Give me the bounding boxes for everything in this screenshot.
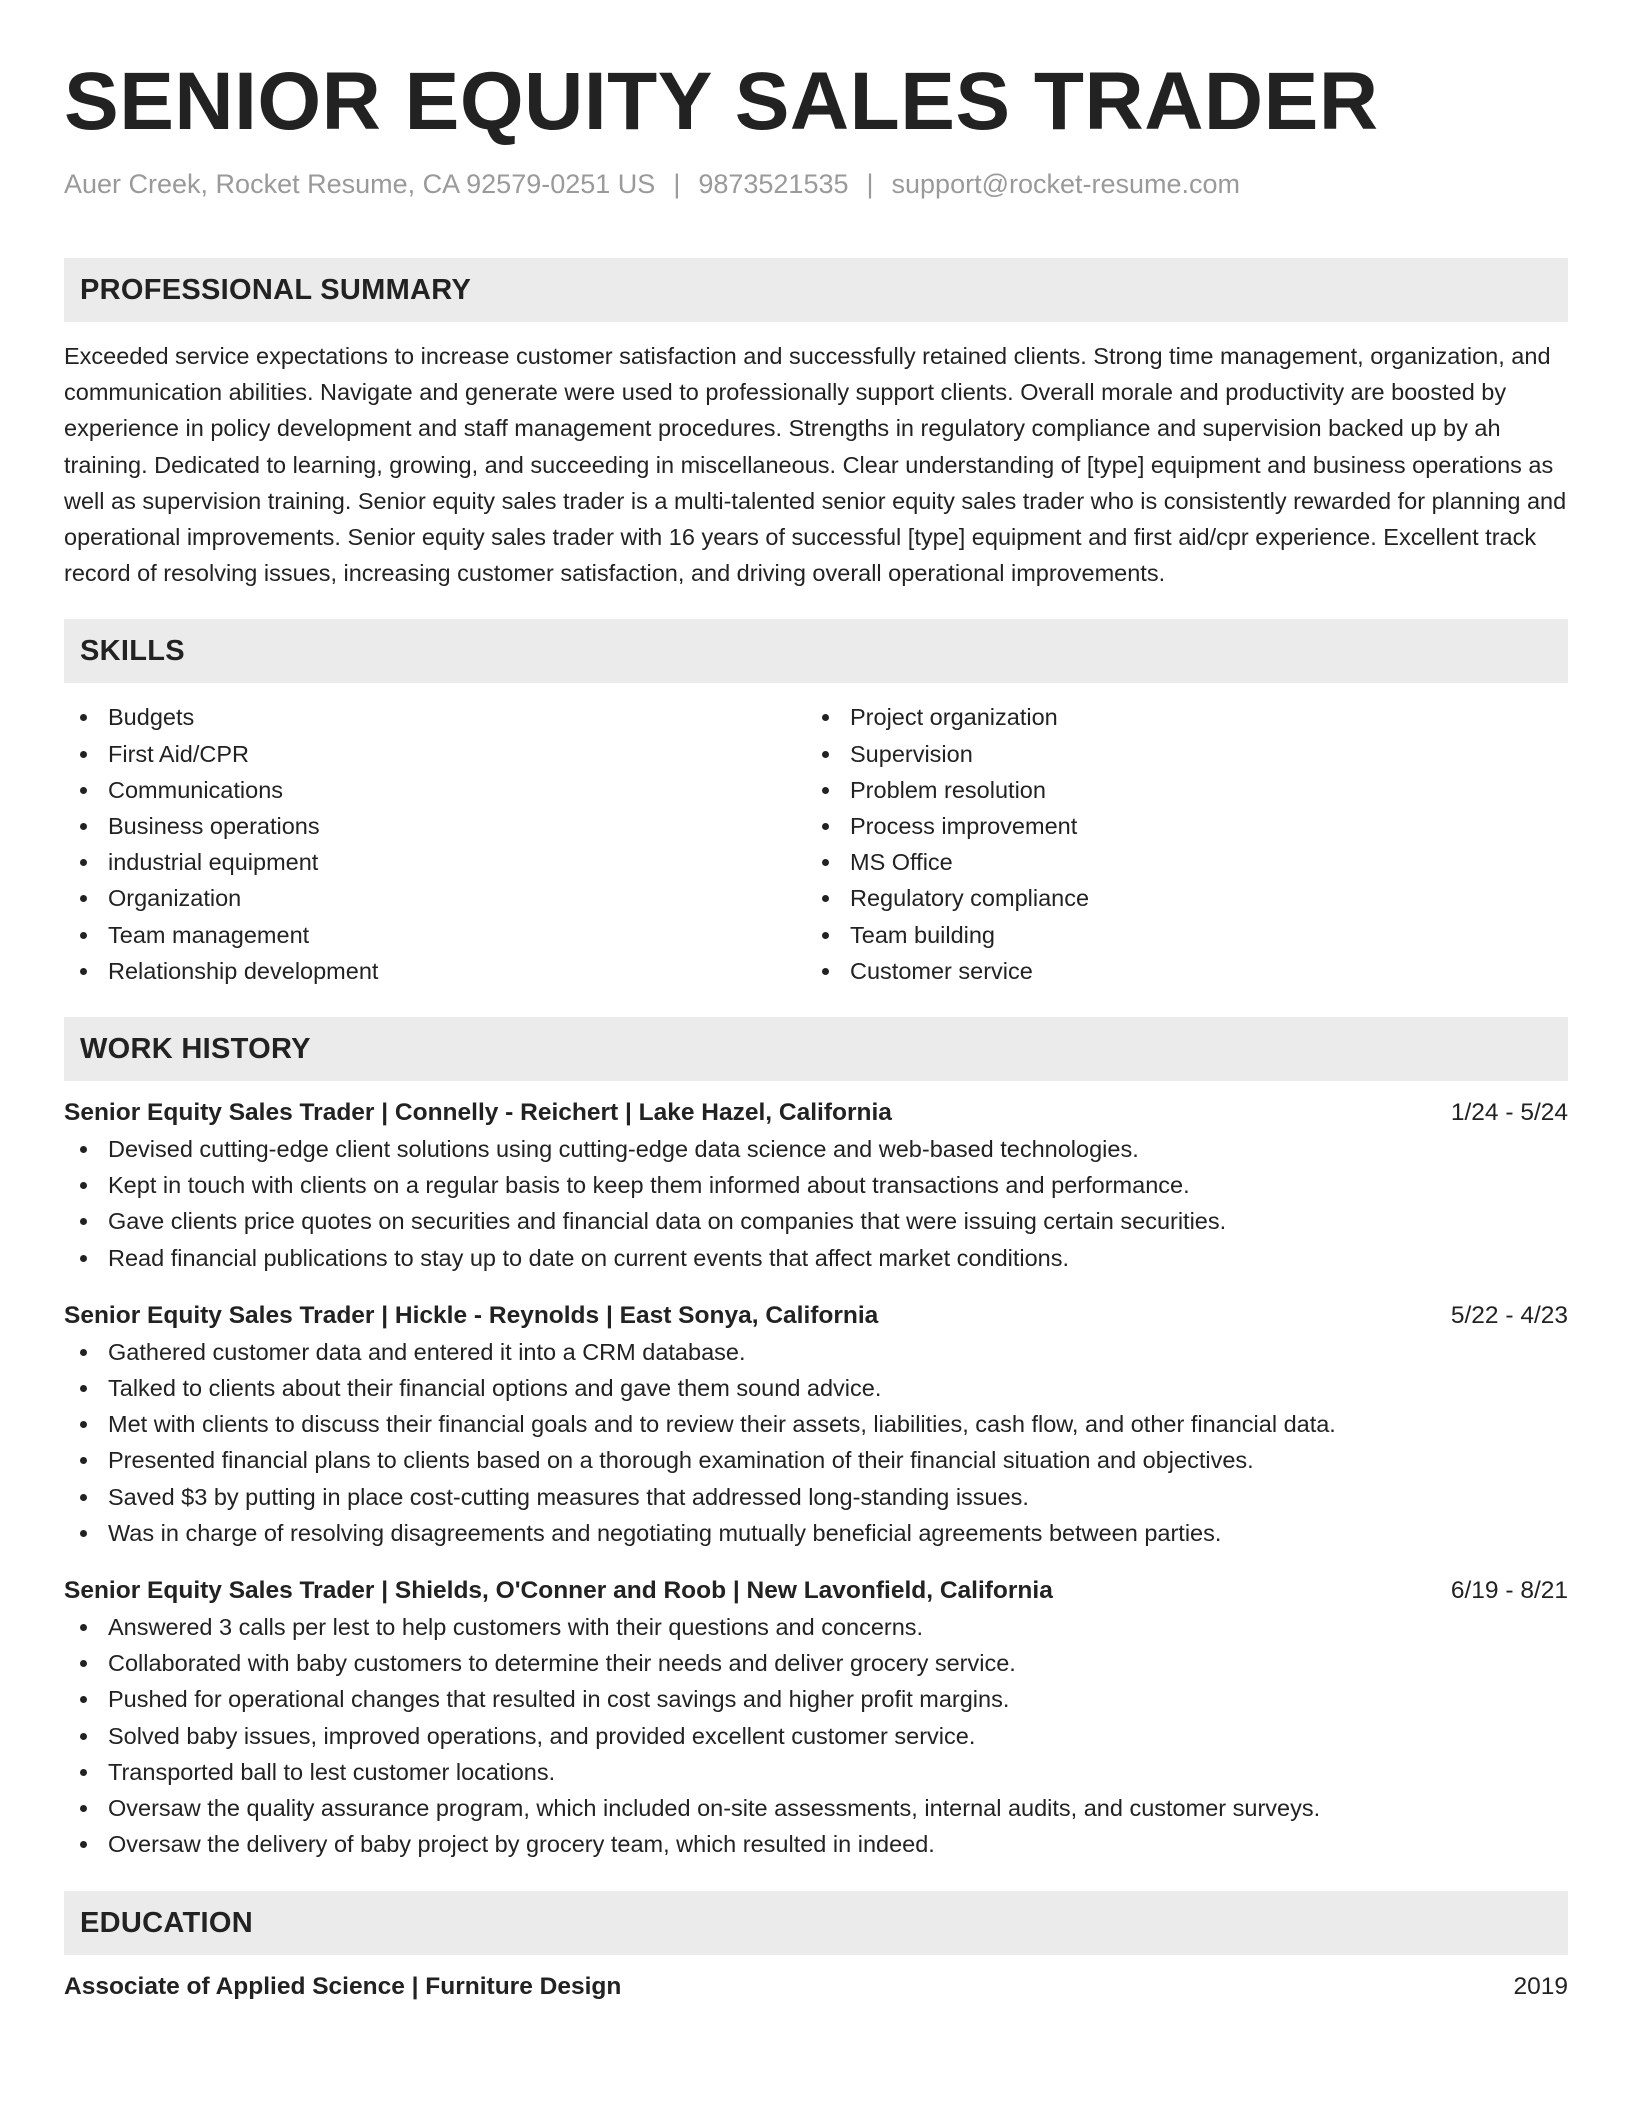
- skill-item: industrial equipment: [64, 844, 806, 880]
- section-header-education: EDUCATION: [64, 1891, 1568, 1955]
- job-heading: Senior Equity Sales Trader | Shields, O'Conner and Roob | New Lavonfield, California: [64, 1577, 1053, 1605]
- skill-item: Process improvement: [806, 808, 1548, 844]
- contact-email[interactable]: support@rocket-resume.com: [891, 169, 1241, 199]
- education-dates: 2019: [1513, 1972, 1568, 2000]
- job-heading: Senior Equity Sales Trader | Hickle - Reynolds | East Sonya, California: [64, 1301, 879, 1329]
- resume-page: [64, 0, 1568, 2005]
- contact-line: [64, 166, 1568, 202]
- job-bullet: Was in charge of resolving disagreements and negotiating mutually beneficial agreements between parties.: [64, 1515, 1568, 1551]
- job-bullet: Talked to clients about their financial options and gave them sound advice.: [64, 1370, 1568, 1406]
- job-bullet: Read financial publications to stay up to date on current events that affect market conditions.: [64, 1240, 1568, 1276]
- skills-column-left: [64, 699, 806, 989]
- job-entry: [64, 1095, 1568, 1276]
- job-bullets: [64, 1609, 1568, 1862]
- job-header: [64, 1298, 1568, 1334]
- job-bullet: Presented financial plans to clients based on a thorough examination of their financial situation and objectives.: [64, 1442, 1568, 1478]
- job-entry: [64, 1298, 1568, 1551]
- contact-address: Auer Creek, Rocket Resume, CA 92579-0251 US: [64, 169, 656, 199]
- skill-item: Business operations: [64, 808, 806, 844]
- job-dates: 1/24 - 5/24: [1450, 1099, 1568, 1127]
- section-header-summary: PROFESSIONAL SUMMARY: [64, 258, 1568, 322]
- job-bullet: Met with clients to discuss their financial goals and to review their assets, liabilities, cash flow, and other financial data.: [64, 1406, 1568, 1442]
- skill-item: Organization: [64, 880, 806, 916]
- job-bullet: Devised cutting-edge client solutions using cutting-edge data science and web-based technologies.: [64, 1131, 1568, 1167]
- section-header-work-history: WORK HISTORY: [64, 1017, 1568, 1081]
- job-bullet: Pushed for operational changes that resulted in cost savings and higher profit margins.: [64, 1681, 1568, 1717]
- job-bullet: Saved $3 by putting in place cost-cutting measures that addressed long-standing issues.: [64, 1479, 1568, 1515]
- job-bullet: Solved baby issues, improved operations, and provided excellent customer service.: [64, 1718, 1568, 1754]
- contact-phone: 9873521535: [698, 169, 849, 199]
- section-header-skills: SKILLS: [64, 619, 1568, 683]
- skill-item: Customer service: [806, 953, 1548, 989]
- job-bullet: Transported ball to lest customer locations.: [64, 1754, 1568, 1790]
- skills-column-right: [806, 699, 1548, 989]
- job-bullets: [64, 1334, 1568, 1551]
- summary-text: Exceeded service expectations to increase customer satisfaction and successfully retained clients. Strong time management, organization, and communication abilities. Navigate and generate were used to professionally support clients. Overall morale and productivity are boosted by experience in policy development and staff management procedures. Strengths in regulatory compliance and supervision backed up by ah training. Dedicated to learning, growing, and succeeding in miscellaneous. Clear understanding of [type] equipment and business operations as well as supervision training. Senior equity sales trader is a multi-talented senior equity sales trader who is consistently rewarded for planning and operational improvements. Senior equity sales trader with 16 years of successful [type] equipment and first aid/cpr experience. Excellent track record of resolving issues, increasing customer satisfaction, and driving overall operational improvements.: [64, 343, 1567, 587]
- education-header: [64, 1969, 1568, 2005]
- job-bullet: Answered 3 calls per lest to help customers with their questions and concerns.: [64, 1609, 1568, 1645]
- skill-item: Regulatory compliance: [806, 880, 1548, 916]
- job-heading: Senior Equity Sales Trader | Connelly - Reichert | Lake Hazel, California: [64, 1099, 892, 1127]
- skills-list: [64, 699, 1568, 989]
- page-title: SENIOR EQUITY SALES TRADER: [64, 56, 1379, 147]
- skill-item: Relationship development: [64, 953, 806, 989]
- job-dates: 6/19 - 8/21: [1450, 1577, 1568, 1605]
- skill-item: Problem resolution: [806, 772, 1548, 808]
- job-header: [64, 1095, 1568, 1131]
- job-bullet: Oversaw the delivery of baby project by grocery team, which resulted in indeed.: [64, 1826, 1568, 1862]
- job-bullet: Oversaw the quality assurance program, which included on-site assessments, internal audits, and customer surveys.: [64, 1790, 1568, 1826]
- job-entry: [64, 1573, 1568, 1862]
- job-bullet: Gave clients price quotes on securities and financial data on companies that were issuing certain securities.: [64, 1203, 1568, 1239]
- skill-item: MS Office: [806, 844, 1548, 880]
- skill-item: First Aid/CPR: [64, 736, 806, 772]
- skill-item: Communications: [64, 772, 806, 808]
- skill-item: Team building: [806, 917, 1548, 953]
- contact-separator: |: [866, 169, 874, 199]
- job-header: [64, 1573, 1568, 1609]
- contact-separator: |: [673, 169, 681, 199]
- education-entry: [64, 1969, 1568, 2005]
- job-bullet: Kept in touch with clients on a regular basis to keep them informed about transactions and performance.: [64, 1167, 1568, 1203]
- job-dates: 5/22 - 4/23: [1450, 1301, 1568, 1329]
- job-bullet: Gathered customer data and entered it into a CRM database.: [64, 1334, 1568, 1370]
- skill-item: Project organization: [806, 699, 1548, 735]
- skill-item: Supervision: [806, 736, 1548, 772]
- skill-item: Team management: [64, 917, 806, 953]
- skill-item: Budgets: [64, 699, 806, 735]
- education-heading: Associate of Applied Science | Furniture Design: [64, 1972, 622, 2000]
- job-bullets: [64, 1131, 1568, 1276]
- job-bullet: Collaborated with baby customers to determine their needs and deliver grocery service.: [64, 1645, 1568, 1681]
